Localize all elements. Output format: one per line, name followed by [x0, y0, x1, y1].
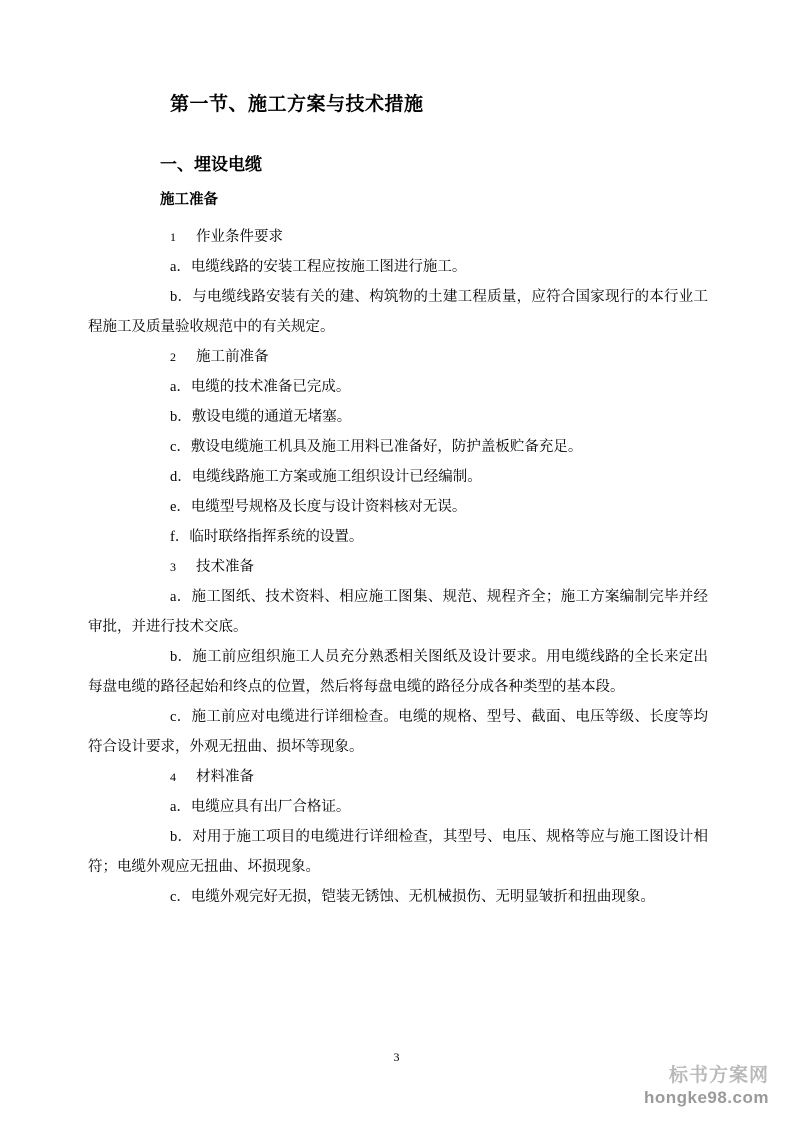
item-text: 施工前准备 — [196, 349, 269, 366]
list-item: b．与电缆线路安装有关的建、构筑物的土建工程质量，应符合国家现行的本行业工程施工及质量验收规范中的有关规定。 — [88, 289, 708, 336]
item-text: 技术准备 — [196, 559, 254, 576]
item-number: 4 — [170, 770, 176, 785]
list-item — [88, 222, 708, 252]
page-number: 3 — [393, 1050, 400, 1064]
watermark-cn: 标书方案网 — [668, 1064, 769, 1086]
item-number: 1 — [170, 230, 176, 245]
item-number: 3 — [170, 560, 176, 575]
document-body — [88, 92, 708, 912]
list-item: d．电缆线路施工方案或施工组织设计已经编制。 — [170, 469, 482, 486]
list-item: c．敷设电缆施工机具及施工用料已准备好，防护盖板贮备充足。 — [170, 439, 583, 456]
block-title: 施工准备 — [160, 192, 218, 209]
list-item: b．敷设电缆的通道无堵塞。 — [170, 409, 352, 426]
list-item — [88, 762, 708, 792]
list-item: c．施工前应对电缆进行详细检查。电缆的规格、型号、截面、电压等级、长度等均符合设计要求，外观无扭曲、损坏等现象。 — [88, 709, 708, 756]
list-item: a．电缆应具有出厂合格证。 — [170, 799, 351, 816]
list-item — [88, 342, 708, 372]
item-number: 2 — [170, 350, 176, 365]
list-item: a．电缆线路的安装工程应按施工图进行施工。 — [170, 259, 467, 276]
list-item: b．施工前应组织施工人员充分熟悉相关图纸及设计要求。用电缆线路的全长来定出每盘电缆的路径起始和终点的位置，然后将每盘电缆的路径分成各种类型的基本段。 — [88, 649, 708, 696]
item-text: 材料准备 — [196, 769, 254, 786]
list-item: c．电缆外观完好无损，铠装无锈蚀、无机械损伤、无明显皱折和扭曲现象。 — [170, 889, 655, 906]
list-item: a．施工图纸、技术资料、相应施工图集、规范、规程齐全；施工方案编制完毕并经审批，并进行技术交底。 — [88, 589, 708, 636]
list-item: f．临时联络指挥系统的设置。 — [170, 529, 364, 546]
watermark-en: hongke98.com — [643, 1087, 769, 1107]
item-text: 作业条件要求 — [196, 229, 283, 246]
watermark — [644, 1065, 769, 1108]
subsection-title: 一、埋设电缆 — [160, 154, 262, 174]
page-title: 第一节、施工方案与技术措施 — [170, 94, 424, 115]
list-item: a．电缆的技术准备已完成。 — [170, 379, 351, 396]
list-item: b．对用于施工项目的电缆进行详细检查，其型号、电压、规格等应与施工图设计相符；电缆外观应无扭曲、坏损现象。 — [88, 829, 708, 876]
list-item — [88, 552, 708, 582]
list-item: e．电缆型号规格及长度与设计资料核对无误。 — [170, 499, 467, 516]
